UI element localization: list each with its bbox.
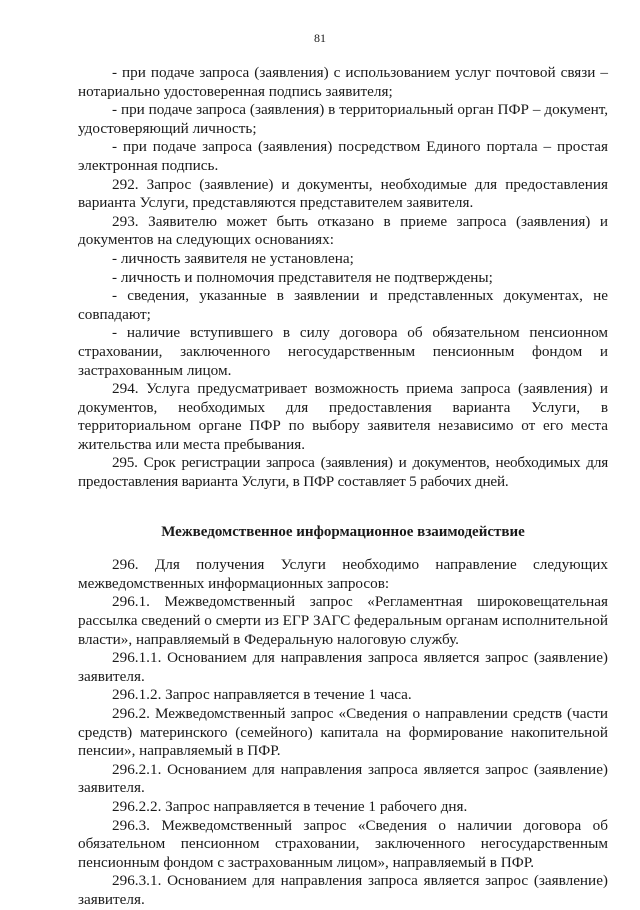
- paragraph: 296.1. Межведомственный запрос «Регламентная широковещательная рассылка сведений о смерти из ЕГР ЗАГС федеральным органам исполнительной власти», направляемый в Федеральную налоговую службу.: [78, 593, 608, 648]
- paragraph: - сведения, указанные в заявлении и представленных документах, не совпадают;: [78, 287, 608, 323]
- section-heading: Межведомственное информационное взаимодействие: [161, 523, 525, 540]
- paragraph: 296.2.2. Запрос направляется в течение 1 рабочего дня.: [112, 797, 468, 815]
- paragraph: - личность и полномочия представителя не подтверждены;: [112, 268, 493, 286]
- paragraph: - при подаче запроса (заявления) в территориальный орган ПФР – документ, удостоверяющий личность;: [78, 101, 608, 137]
- paragraph: 292. Запрос (заявление) и документы, необходимые для предоставления варианта Услуги, представляются представителем заявителя.: [78, 175, 608, 212]
- paragraph: 296.1.2. Запрос направляется в течение 1 часа.: [112, 686, 412, 704]
- paragraph: - при подаче запроса (заявления) с использованием услуг почтовой связи – нотариально удостоверенная подпись заявителя;: [78, 64, 608, 100]
- paragraph: 296.1.1. Основанием для направления запроса является запрос (заявление) заявителя.: [78, 649, 608, 685]
- document-body: [78, 64, 608, 910]
- paragraph: - при подаче запроса (заявления) посредством Единого портала – простая электронная подпись.: [78, 138, 608, 174]
- paragraph: 294. Услуга предусматривает возможность приема запроса (заявления) и документов, необходимых для предоставления варианта Услуги, в территориальном органе ПФР по выбору заявителя независимо от его места жительства или места пребывания.: [78, 380, 608, 453]
- paragraph: 296.3.1. Основанием для направления запроса является запрос (заявление) заявителя.: [78, 872, 608, 908]
- paragraph: 295. Срок регистрации запроса (заявления) и документов, необходимых для предоставления варианта Услуги, в ПФР составляет 5 рабочих дней.: [78, 454, 608, 491]
- paragraph: 296.2.1. Основанием для направления запроса является запрос (заявление) заявителя.: [78, 760, 608, 797]
- paragraph: 296. Для получения Услуги необходимо направление следующих межведомственных информационных запросов:: [78, 556, 608, 592]
- paragraph: - личность заявителя не установлена;: [112, 249, 354, 267]
- paragraph: 293. Заявителю может быть отказано в приеме запроса (заявления) и документов на следующих основаниях:: [78, 212, 608, 249]
- paragraph: - наличие вступившего в силу договора об обязательном пенсионном страховании, заключенного негосударственным пенсионным фондом и застрахованным лицом.: [78, 324, 608, 379]
- paragraph: 296.3. Межведомственный запрос «Сведения о наличии договора об обязательном пенсионном страховании, заключенного негосударственным пенсионным фондом с застрахованным лицом», направляемый в ПФР.: [78, 816, 608, 871]
- paragraph: 296.2. Межведомственный запрос «Сведения о направлении средств (части средств) материнского (семейного) капитала на формирование накопительной пенсии», направляемый в ПФР.: [78, 705, 608, 760]
- page-number: 81: [314, 31, 326, 45]
